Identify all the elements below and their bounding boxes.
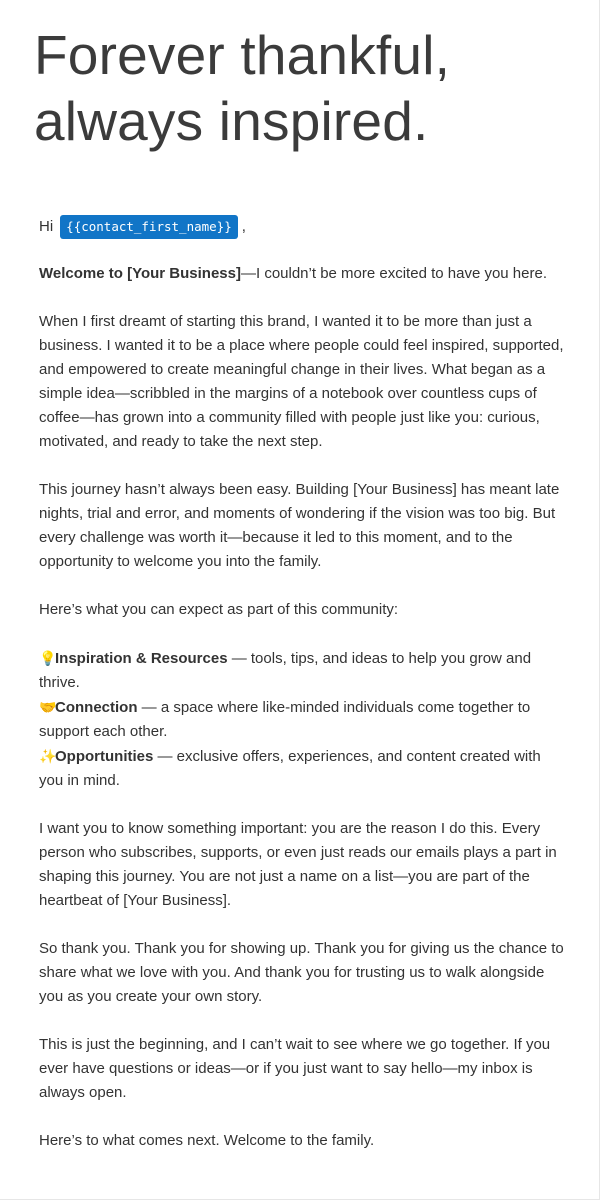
expectations-intro: Here’s what you can expect as part of this community: [39, 601, 399, 618]
story-paragraph: When I first dreamt of starting this brand, I wanted it to be more than just a business. I wanted it to be a place where people could feel inspired, supported, and empowered to create meaningful change in their lives. What began as a simple idea—scribbled in the margins of a notebook over countless cups of coffee—has grown into a community filled with people just like you: curious, motivated, and ready to take the next step. [39, 313, 564, 450]
headline-line-2: always inspired. [34, 90, 429, 152]
greeting-suffix: , [241, 218, 246, 235]
benefit-text: — a space where like-minded individuals come together to support each other. [39, 699, 531, 740]
benefit-item-opportunities [39, 744, 569, 793]
closing-line: Here’s to what comes next. Welcome to the family. [39, 1132, 375, 1149]
headline-line-1: Forever thankful, [34, 24, 451, 86]
greeting-line [39, 213, 569, 241]
benefit-text: — exclusive offers, experiences, and content created with you in mind. [39, 748, 541, 789]
merge-tag-first-name[interactable]: {{contact_first_name}} [60, 215, 238, 239]
lightbulb-icon: 💡 [39, 650, 57, 666]
email-body [39, 213, 569, 1177]
email-headline [34, 22, 574, 154]
journey-paragraph: This journey hasn’t always been easy. Building [Your Business] has meant late nights, trial and error, and moments of wondering if the vision was too big. But every challenge was worth it—because it led to this moment, and to the opportunity to welcome you into the family. [39, 481, 560, 570]
benefit-text: — tools, tips, and ideas to help you grow and thrive. [39, 650, 532, 691]
welcome-text: —I couldn’t be more excited to have you here. [240, 265, 547, 282]
benefit-item-connection [39, 695, 569, 744]
business-name-bold: Welcome to [Your Business] [39, 265, 241, 282]
benefit-title: Opportunities [55, 748, 154, 765]
beginning-paragraph: This is just the beginning, and I can’t wait to see where we go together. If you ever have questions or ideas—or if you just want to say hello—my inbox is always open. [39, 1036, 551, 1101]
importance-paragraph: I want you to know something important: you are the reason I do this. Every person who subscribes, supports, or even just reads our emails plays a part in shaping this journey. You are not just a name on a list—you are part of the heartbeat of [Your Business]. [39, 820, 557, 909]
thank-you-paragraph: So thank you. Thank you for showing up. Thank you for giving us the chance to share what we love with you. And thank you for trusting us to walk alongside you as you create your own story. [39, 940, 564, 1005]
benefits-list [39, 646, 569, 793]
sparkles-icon: ✨ [39, 748, 57, 764]
benefit-title: Inspiration & Resources [55, 650, 228, 667]
handshake-icon: 🤝 [39, 699, 57, 715]
benefit-item-inspiration [39, 646, 569, 695]
greeting-prefix: Hi [39, 218, 54, 235]
welcome-paragraph [39, 262, 569, 286]
benefit-title: Connection [55, 699, 138, 716]
